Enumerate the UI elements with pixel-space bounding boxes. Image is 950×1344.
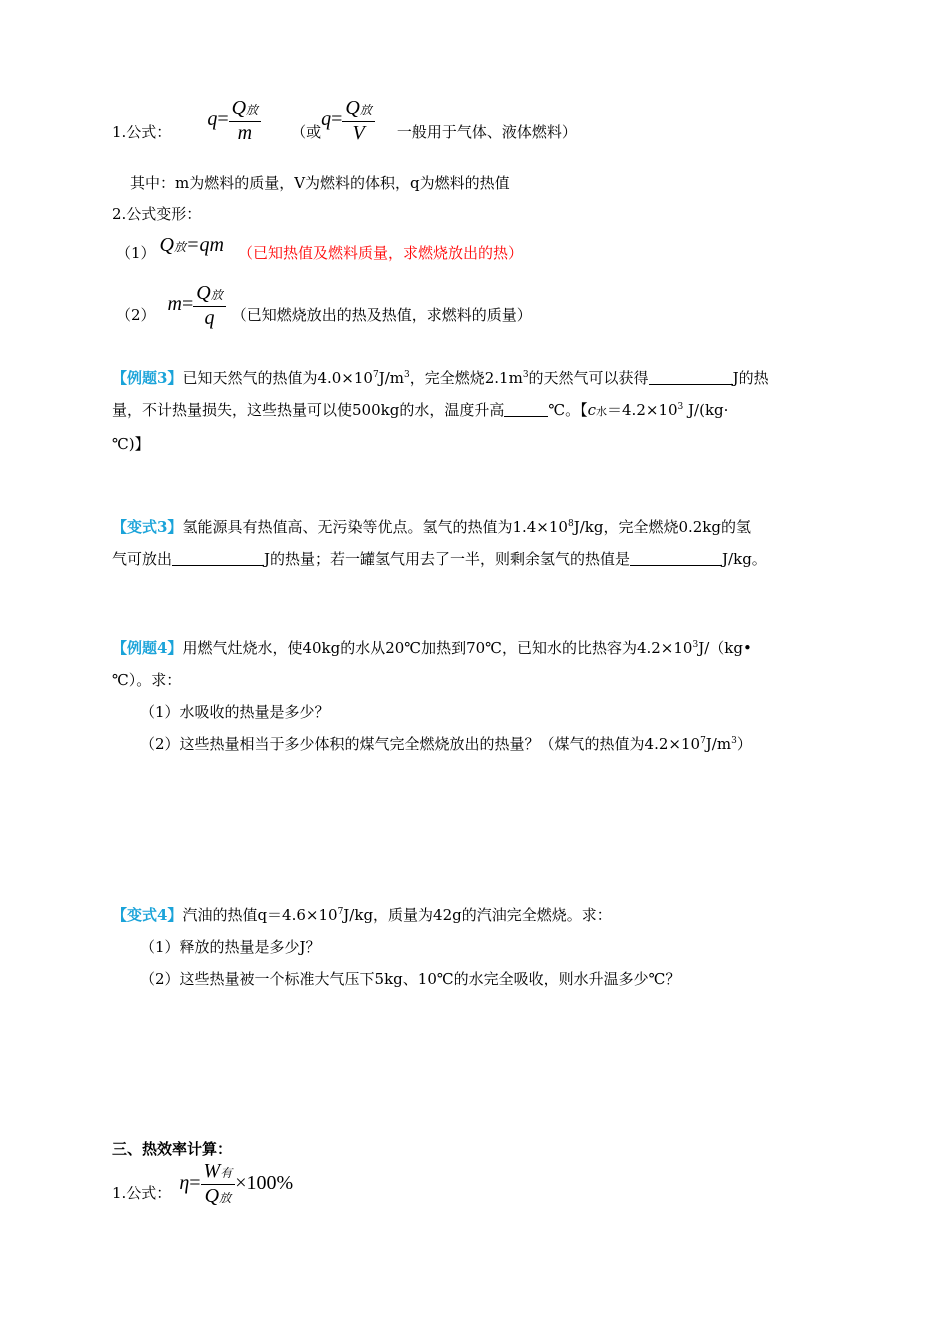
variant-3-line-1: 【变式3】氢能源具有热值高、无污染等优点。氢气的热值为$1.4\times 10^8J/kg$，完全燃烧0.2kg的氢 bbox=[112, 518, 751, 536]
answer-blank-remaining-heat-value[interactable] bbox=[630, 551, 722, 566]
efficiency-formula-label: 1.公式： bbox=[112, 1184, 172, 1202]
example-3-line-2: 量，不计热量损失，这些热量可以使500kg的水，温度升高 ℃。【c水$=4.2\times 10^3$ J/(kg· bbox=[112, 401, 729, 419]
variant-4-line-1: 【变式4】汽油的热值$q=4.6\times 10^7J/kg$，质量为42g的汽油完全燃烧。求： bbox=[112, 906, 612, 924]
item-number: （1） bbox=[116, 244, 156, 262]
example-4-question-2: （2）这些热量相当于多少体积的煤气完全燃烧放出的热量？（煤气的热值为$4.2\times 10^7J/m^3$） bbox=[140, 735, 752, 753]
example-3-line-1: 【例题3】已知天然气的热值为$4.0\times 10^7J/m^3$，完全燃烧$2.1m^3$的天然气可以获得 J的热 bbox=[112, 369, 769, 387]
heat-released-note: （已知热值及燃料质量，求燃烧放出的热） bbox=[237, 244, 523, 262]
alternative-open: （或 bbox=[291, 122, 322, 141]
formula-label: 1.公式： bbox=[112, 122, 172, 141]
example-4-line-2: ℃）。求： bbox=[112, 671, 182, 689]
variant-4-question-1: （1）释放的热量是多少J？ bbox=[140, 938, 321, 956]
heat-value-formula-volume: q= $\frac{\text{Q放}}{V}$ bbox=[321, 97, 375, 144]
heat-released-formula: Q放=qm bbox=[159, 234, 224, 256]
fuel-mass-formula: m= $\frac{\text{Q放}}{q}$ bbox=[168, 282, 226, 329]
fuel-mass-note: （已知燃烧放出的热及热值，求燃料的质量） bbox=[231, 306, 532, 324]
formula-line-1 bbox=[112, 90, 577, 150]
variant-3-tag: 【变式3】 bbox=[112, 518, 183, 536]
formula-transform-heading: 2.公式变形： bbox=[112, 205, 202, 223]
efficiency-formula-line bbox=[112, 1160, 293, 1209]
answer-blank-temperature[interactable] bbox=[504, 402, 548, 417]
example-4 bbox=[112, 635, 752, 757]
example-3 bbox=[112, 365, 769, 457]
answer-blank-hydrogen-heat[interactable] bbox=[172, 551, 264, 566]
transform-item-1 bbox=[116, 228, 523, 263]
example-3-line-3: ℃)】 bbox=[112, 435, 150, 453]
variable-definitions: 其中：m为燃料的质量，V为燃料的体积，q为燃料的热值 bbox=[130, 174, 510, 192]
thermal-efficiency-formula: η= $\frac{\text{W有}}{\text{Q放}}$ ×100% bbox=[179, 1160, 294, 1207]
variant-4-tag: 【变式4】 bbox=[112, 906, 183, 924]
variant-4-question-2: （2）这些热量被一个标准大气压下5kg、10℃的水完全吸收，则水升温多少℃？ bbox=[140, 970, 681, 988]
example-3-tag: 【例题3】 bbox=[112, 369, 183, 387]
transform-item-2 bbox=[116, 282, 532, 329]
answer-blank-heat[interactable] bbox=[649, 370, 733, 385]
variant-4 bbox=[112, 902, 680, 992]
volume-formula-note: 一般用于气体、液体燃料） bbox=[396, 122, 577, 141]
variant-3-line-2: 气可放出 J的热量；若一罐氢气用去了一半，则剩余氢气的热值是 J/kg。 bbox=[112, 550, 767, 568]
heat-value-formula-mass: q= $\frac{\text{Q放}}{m}$ bbox=[207, 97, 261, 144]
item-number: （2） bbox=[116, 306, 156, 324]
example-4-tag: 【例题4】 bbox=[112, 639, 183, 657]
example-4-line-1: 【例题4】用燃气灶烧水，使40kg的水从20℃加热到70℃，已知水的比热容为$4.2\times 10^3J/(kg•$ bbox=[112, 639, 752, 657]
section-3-heading: 三、热效率计算： bbox=[112, 1140, 233, 1158]
variant-3 bbox=[112, 514, 767, 572]
example-4-question-1: （1）水吸收的热量是多少？ bbox=[140, 703, 330, 721]
